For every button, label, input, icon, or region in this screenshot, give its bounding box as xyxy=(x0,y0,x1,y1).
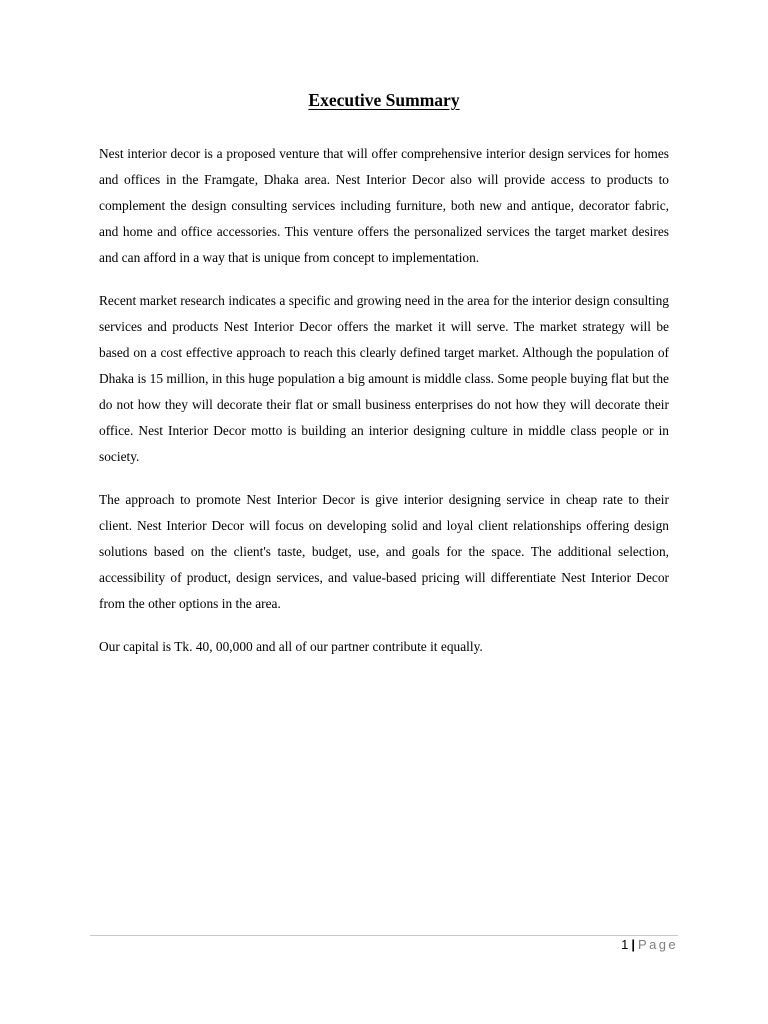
paragraph-market-research: Recent market research indicates a specific and growing need in the area for the interior design consulting services and products Nest Interior Decor offers the market it will serve. The market strategy will be based on a cost effective approach to reach this clearly defined target market. Although the population of Dhaka is 15 million, in this huge population a big amount is middle class. Some people buying flat but the do not how they will decorate their flat or small business enterprises do not how they will decorate their office. Nest Interior Decor motto is building an interior designing culture in middle class people or in society. xyxy=(99,293,669,464)
paragraph-overview: Nest interior decor is a proposed venture that will offer comprehensive interior design services for homes and offices in the Framgate, Dhaka area. Nest Interior Decor also will provide access to products to complement the design consulting services including furniture, both new and antique, decorator fabric, and home and office accessories. This venture offers the personalized services the target market desires and can afford in a way that is unique from concept to implementation. xyxy=(99,146,669,265)
footer-separator: | xyxy=(631,937,636,952)
page-number: 1 xyxy=(621,937,629,952)
page-title: Executive Summary xyxy=(308,90,460,110)
paragraph-approach: The approach to promote Nest Interior Decor is give interior designing service in cheap rate to their client. Nest Interior Decor will focus on developing solid and loyal client relationships offering design solutions based on the client's taste, budget, use, and goals for the space. The additional selection, accessibility of product, design services, and value-based pricing will differentiate Nest Interior Decor from the other options in the area. xyxy=(99,492,669,611)
document-body xyxy=(99,141,669,677)
footer-divider xyxy=(90,935,678,936)
page-label: Page xyxy=(638,937,678,952)
paragraph-capital: Our capital is Tk. 40, 00,000 and all of our partner contribute it equally. xyxy=(99,639,483,654)
page-footer xyxy=(621,937,678,953)
